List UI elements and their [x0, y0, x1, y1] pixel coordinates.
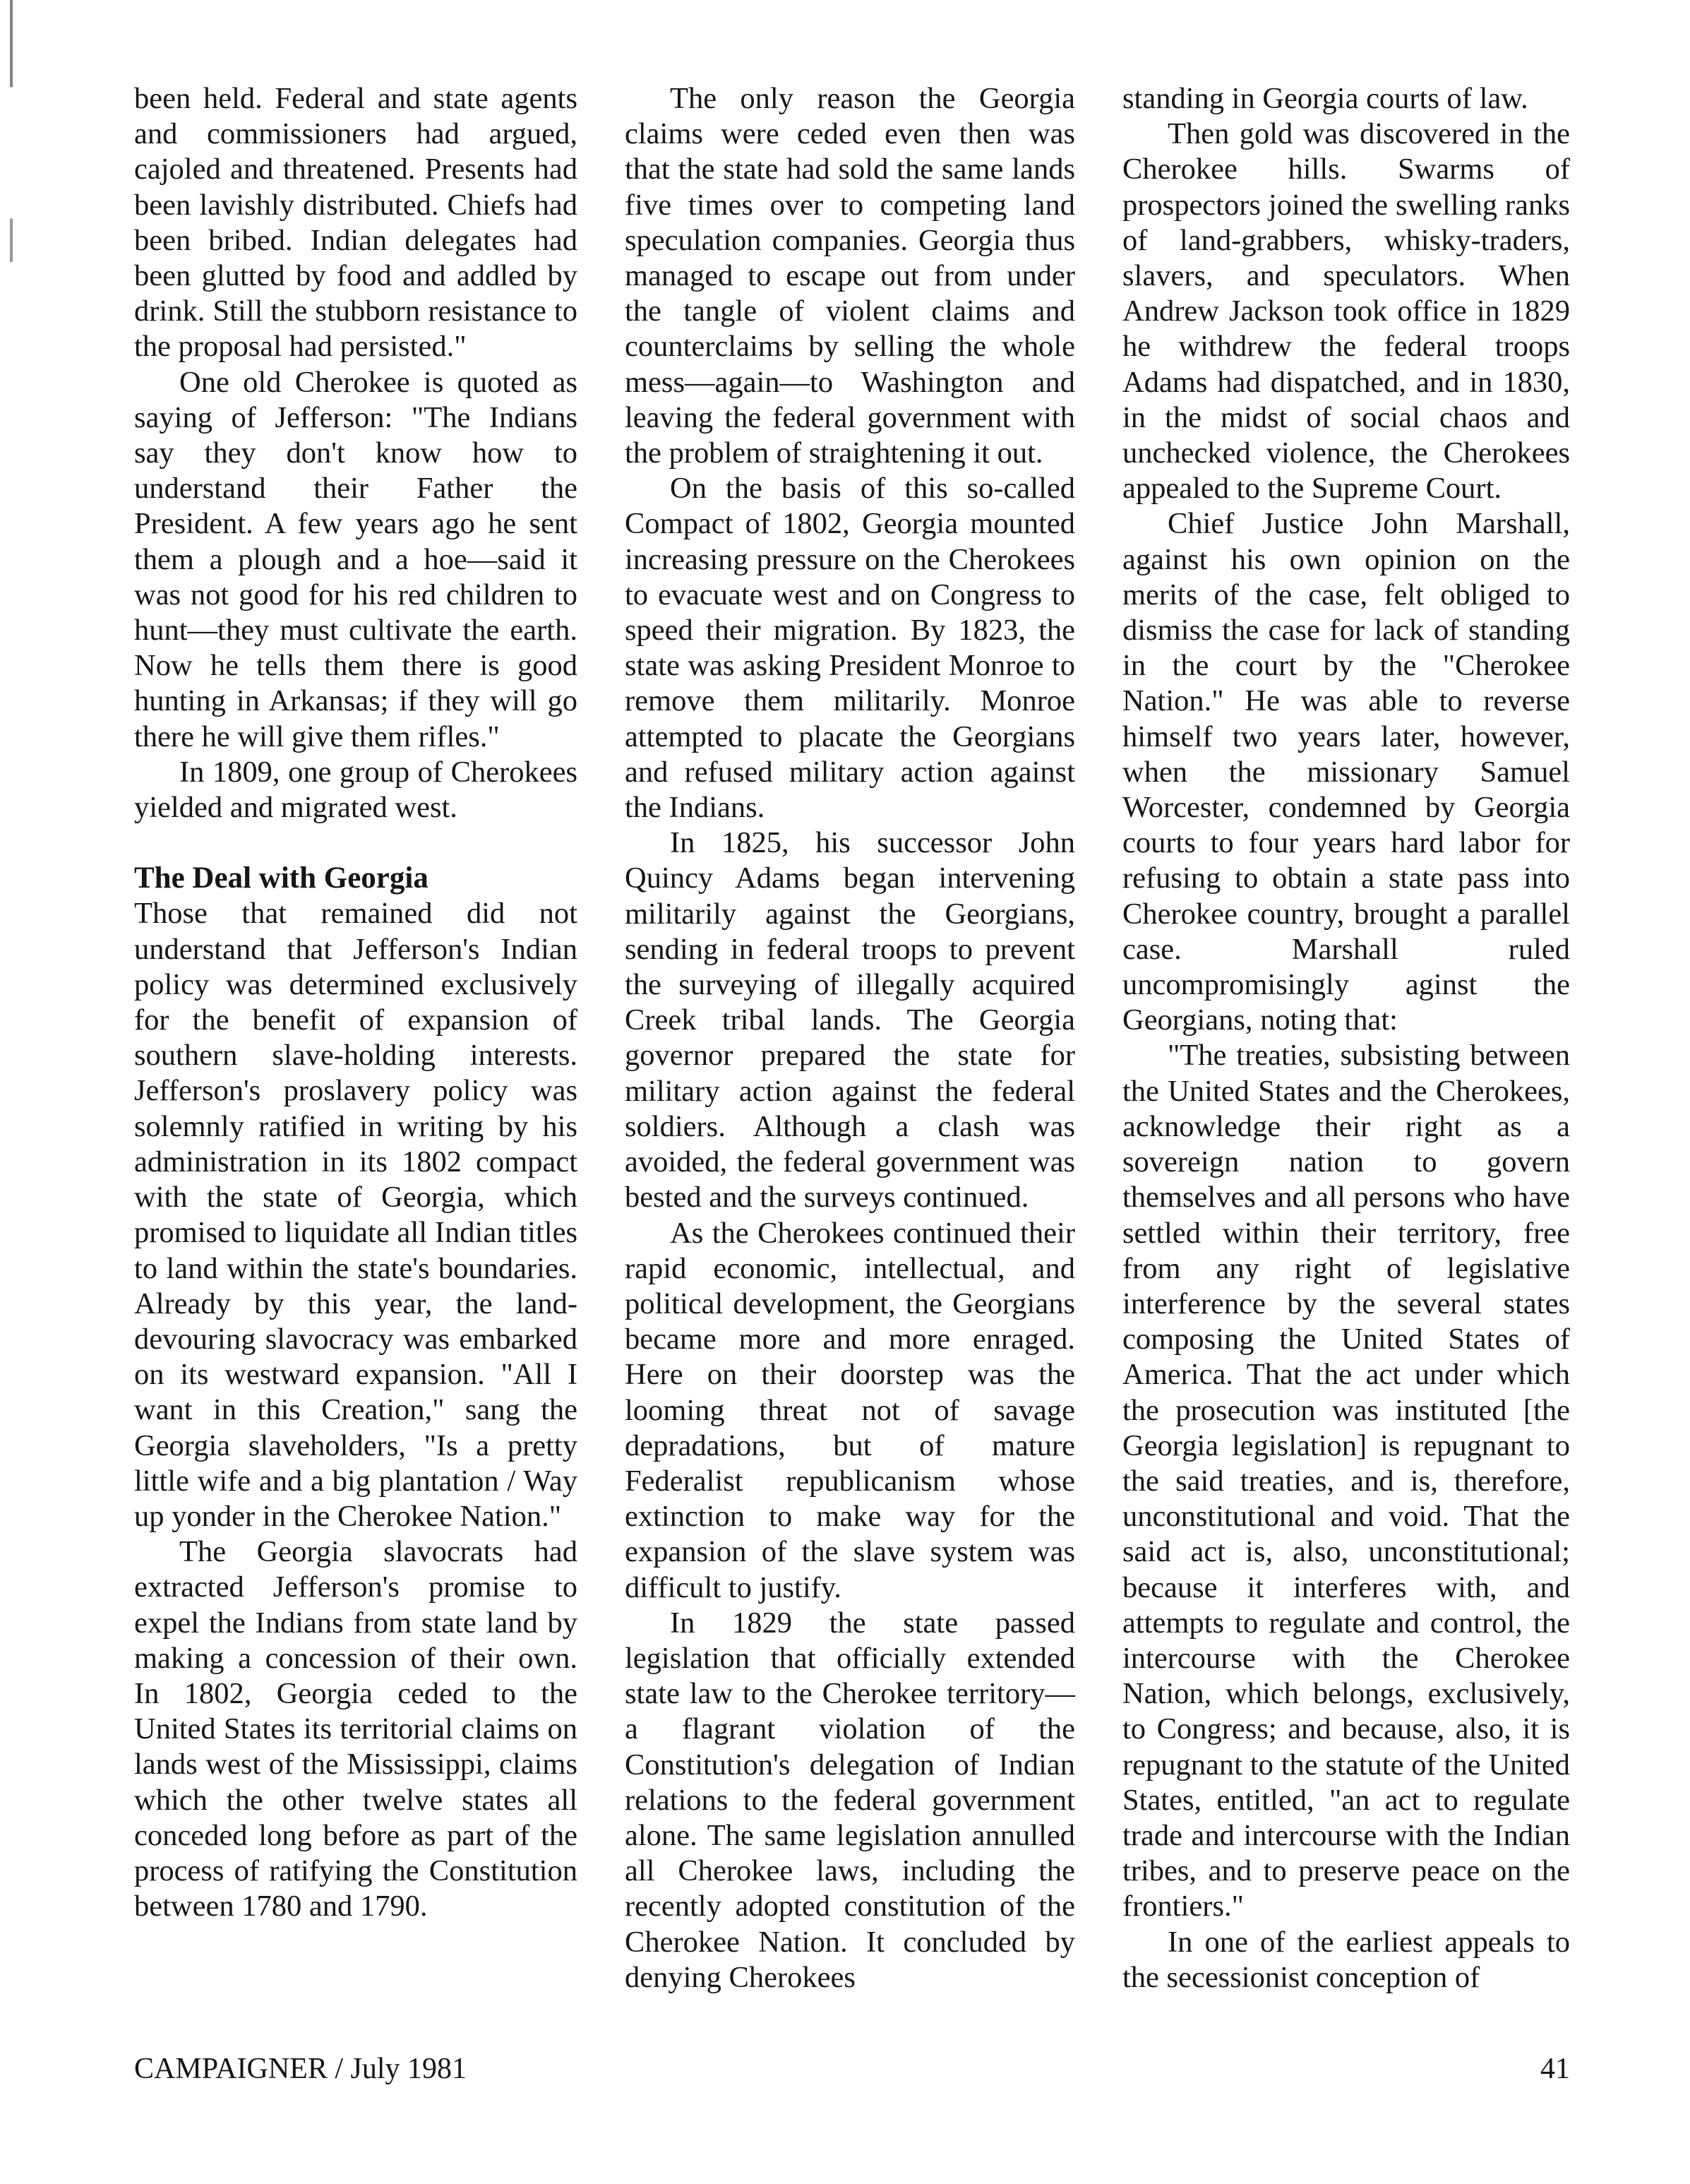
paragraph: standing in Georgia courts of law.: [1122, 82, 1528, 115]
paragraph: In 1829 the state passed legislation that officially extended state law to the Cherokee territory—a flagrant violation of the Constitution's delegation of Indian relations to the federal government alone. The same legislation annulled all Cherokee laws, including the recently adopted constitution of the Cherokee Nation. It concluded by denying Cherokees: [625, 1606, 1075, 1994]
paragraph: In 1825, his successor John Quincy Adams began intervening militarily against the Georgians, sending in federal troops to prevent the surveying of illegally acquired Creek tribal lands. The Georgia governor prepared the state for military action against the federal soldiers. Although a clash was avoided, the federal government was bested and the surveys continued.: [625, 826, 1075, 1215]
paragraph: In 1809, one group of Cherokees yielded and migrated west.: [134, 755, 577, 825]
paragraph: been held. Federal and state agents and commissioners had argued, cajoled and threatened. Presents had been lavishly distributed. Chiefs had been bribed. Indian delegates had been glutted by food and addled by drink. Still the stubborn resistance to the proposal had persisted.": [134, 82, 577, 364]
paragraph: One old Cherokee is quoted as saying of Jefferson: "The Indians say they don't know how to understand their Father the President. A few years ago he sent them a plough and a hoe—said it was not good for his red children to hunt—they must cultivate the earth. Now he tells them there is good hunting in Arkansas; if they will go there he will give them rifles.": [134, 365, 577, 753]
section-heading: The Deal with Georgia: [134, 861, 429, 895]
block-quote: "The treaties, subsisting between the United States and the Cherokees, acknowledge their right as a sovereign nation to govern themselves and all persons who have settled within their territory, free from any right of legislative interference by the several states composing the United States of America. That the act under which the prosecution was instituted [the Georgia legislation] is repugnant to the said treaties, and is, therefore, unconstitutional and void. That the said act is, also, unconstitutional; because it interferes with, and attempts to regulate and control, the intercourse with the Cherokee Nation, which belongs, exclusively, to Congress; and because, also, it is repugnant to the statute of the United States, entitled, "an act to regulate trade and intercourse with the Indian tribes, and to preserve peace on the frontiers.": [1122, 1039, 1570, 1923]
text-column-3: [1122, 81, 1570, 1995]
paragraph: The Georgia slavocrats had extracted Jefferson's promise to expel the Indians from state land by making a concession of their own. In 1802, Georgia ceded to the United States its territorial claims on lands west of the Mississippi, claims which the other twelve states all conceded long before as part of the process of ratifying the Constitution between 1780 and 1790.: [134, 1535, 577, 1923]
paragraph: Chief Justice John Marshall, against his own opinion on the merits of the case, felt obliged to dismiss the case for lack of standing in the court by the "Cherokee Nation." He was able to reverse himself two years later, however, when the missionary Samuel Worcester, condemned by Georgia courts to four years hard labor for refusing to obtain a state pass into Cherokee country, brought a parallel case. Marshall ruled uncompromisingly aginst the Georgians, noting that:: [1122, 507, 1570, 1037]
page-number: 41: [1540, 2053, 1570, 2085]
text-column-2: [625, 81, 1075, 1995]
paragraph: On the basis of this so-called Compact of 1802, Georgia mounted increasing pressure on the Cherokees to evacuate west and on Congress to speed their migration. By 1823, the state was asking President Monroe to remove them militarily. Monroe attempted to placate the Georgians and refused military action against the Indians.: [625, 472, 1075, 825]
text-column-1: [134, 81, 577, 1924]
paragraph: In one of the earliest appeals to the secessionist conception of: [1122, 1925, 1570, 1994]
scan-edge: [10, 0, 13, 2184]
paragraph: The only reason the Georgia claims were ceded even then was that the state had sold the same lands five times over to competing land speculation companies. Georgia thus managed to escape out from under the tangle of violent claims and counterclaims by selling the whole mess—again—to Washington and leaving the federal government with the problem of straightening it out.: [625, 82, 1075, 470]
paragraph: Then gold was discovered in the Cherokee hills. Swarms of prospectors joined the swelling ranks of land-grabbers, whisky-traders, slavers, and speculators. When Andrew Jackson took office in 1829 he withdrew the federal troops Adams had dispatched, and in 1830, in the midst of social chaos and unchecked violence, the Cherokees appealed to the Supreme Court.: [1122, 117, 1570, 506]
paragraph: As the Cherokees continued their rapid economic, intellectual, and political development, the Georgians became more and more enraged. Here on their doorstep was the looming threat not of savage depradations, but of mature Federalist republicanism whose extinction to make way for the expansion of the slave system was difficult to justify.: [625, 1216, 1075, 1604]
paragraph: Those that remained did not understand that Jefferson's Indian policy was determined exclusively for the benefit of expansion of southern slave-holding interests. Jefferson's proslavery policy was solemnly ratified in writing by his administration in its 1802 compact with the state of Georgia, which promised to liquidate all Indian titles to land within the state's boundaries. Already by this year, the land-devouring slavocracy was embarked on its westward expansion. "All I want in this Creation," sang the Georgia slaveholders, "Is a pretty little wife and a big plantation / Way up yonder in the Cherokee Nation.": [134, 897, 577, 1533]
publication-footer: CAMPAIGNER / July 1981: [134, 2053, 467, 2085]
